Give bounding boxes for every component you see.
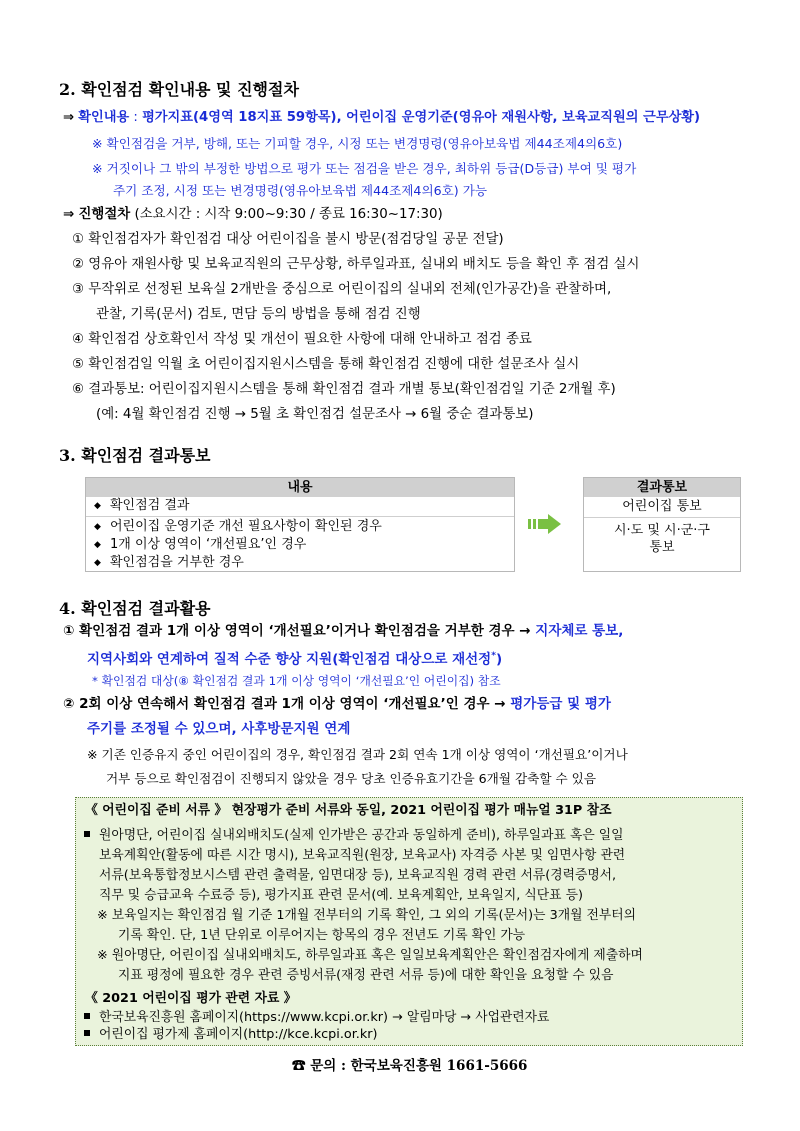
step-3: ③ 무작위로 선정된 보육실 2개반을 중심으로 어린이집의 실내외 전체(인가공간)을 관찰하며, [72, 282, 612, 297]
reference-kce [84, 1025, 378, 1045]
notice-daycare: 어린이집 통보 [622, 499, 702, 514]
procedure-arrow: ⇒ [63, 207, 75, 222]
docs-title-main: 《 어린이집 준비 서류 》 [85, 803, 228, 818]
result-item-text: 1개 이상 영역이 ‘개선필요’인 경우 [110, 537, 307, 552]
result-item-text: 어린이집 운영기준 개선 필요사항이 확인된 경우 [110, 519, 382, 534]
step-5: ⑤ 확인점검일 익월 초 어린이집지원시스템을 통해 확인점검 진행에 대한 설문조사 실시 [72, 357, 580, 372]
result-content-item [86, 518, 514, 536]
use-item-2-line2: 주기를 조정될 수 있으며, 사후방문지원 연계 [87, 721, 351, 737]
step-1: ① 확인점검자가 확인점검 대상 어린이집을 불시 방문(점검당일 공문 전달) [72, 232, 504, 247]
result-content-item [86, 554, 514, 572]
content-note-2a: ※ 거짓이나 그 밖의 부정한 방법으로 평가 또는 점검을 받은 경우, 최하위 등급(D등급) 부여 및 평가 [92, 161, 637, 176]
footnote-mark: * [491, 651, 496, 661]
notice-city-cont: 통보 [649, 540, 675, 555]
docs-para-text: 원아명단, 어린이집 실내외배치도(실제 인가받은 공간과 동일하게 준비), 하루일과표 혹은 일일 [99, 828, 624, 843]
square-bullet-icon [84, 1013, 90, 1019]
content-line [63, 108, 700, 128]
step-4: ④ 확인점검 상호확인서 작성 및 개선이 필요한 사항에 대해 안내하고 점검 종료 [72, 332, 532, 347]
content-note-1: ※ 확인점검을 거부, 방해, 또는 기피할 경우, 시정 또는 변경명령(영유아보육법 제44조제4의6호) [92, 136, 623, 151]
docs-para-line: 서류(보육통합정보시스템 관련 출력물, 임면대장 등), 보육교직원 경력 관련 서류(경력증명서, [99, 868, 617, 883]
result-notice-table [583, 477, 741, 572]
diamond-bullet-icon: ◆ [94, 540, 101, 550]
procedure-label: 진행절차 [78, 207, 131, 222]
use-item-1-highlight: 지자체로 통보, [535, 623, 624, 639]
docs-para-line [84, 826, 623, 846]
use-item-1-highlight-2: 지역사회와 연계하여 질적 수준 향상 지원(확인점검 대상으로 재선정 [87, 651, 492, 668]
content-text: 평가지표(4영역 18지표 59항목), 어린이집 운영기준(영유아 재원사항, 보육교직원의 근무상황) [142, 110, 701, 125]
diamond-bullet-icon: ◆ [94, 558, 101, 568]
docs-note-2b: 지표 평정에 필요한 경우 관련 증빙서류(재정 관련 서류 등)에 대한 확인을 요청할 수 있음 [118, 968, 614, 983]
references-title: 《 2021 어린이집 평가 관련 자료 》 [85, 991, 297, 1006]
use-item-1-text: ① 확인점검 결과 1개 이상 영역이 ‘개선필요’이거나 확인점검을 거부한 경우 → [63, 623, 536, 639]
docs-note-2a: ※ 원아명단, 어린이집 실내외배치도, 하루일과표 혹은 일일보육계획안은 확인점검자에게 제출하며 [97, 948, 643, 963]
use-item-2-text: ② 2회 이상 연속해서 확인점검 결과 1개 이상 영역이 ‘개선필요’인 경우 → [63, 696, 511, 712]
use-item-1-close: ) [495, 651, 503, 668]
section4-heading: 4. 확인점검 결과활용 [59, 599, 211, 618]
procedure-time: (소요시간 : 시작 9:00~9:30 / 종료 16:30~17:30) [130, 207, 443, 222]
square-bullet-icon [84, 831, 90, 837]
docs-para-line: 보육계획안(활동에 따른 시간 명시), 보육교직원(원장, 보육교사) 자격증 사본 및 임면사항 관련 [99, 848, 626, 863]
use-item-1 [63, 621, 623, 641]
content-colon: : [129, 110, 143, 125]
use-item-2-note-b: 거부 등으로 확인점검이 진행되지 않았을 경우 당초 인증유효기간을 6개월 감축할 수 있음 [106, 771, 597, 786]
step-6: ⑥ 결과통보: 어린이집지원시스템을 통해 확인점검 결과 개별 통보(확인점검일 기준 2개월 후) [72, 382, 616, 397]
content-note-2b: 주기 조정, 시정 또는 변경명령(영유아보육법 제44조제4의6호) 가능 [113, 183, 488, 198]
docs-title-sub: 현장평가 준비 서류와 동일, 2021 어린이집 평가 매뉴얼 31P 참조 [227, 803, 612, 818]
green-arrow-icon [528, 514, 562, 534]
result-notice-header: 결과통보 [584, 478, 740, 497]
diamond-bullet-icon: ◆ [94, 522, 101, 532]
content-label: 확인내용 [78, 110, 130, 125]
docs-title [85, 801, 612, 821]
step-2: ② 영유아 재원사항 및 보육교직원의 근무상황, 하루일과표, 실내외 배치도 등을 확인 후 점검 실시 [72, 257, 640, 272]
result-content-table [85, 477, 515, 572]
use-item-1-note: * 확인점검 대상(⑧ 확인점검 결과 1개 이상 영역이 ‘개선필요’인 어린이집) 참조 [92, 674, 501, 688]
result-content-header: 내용 [86, 478, 514, 497]
use-item-2 [63, 694, 611, 714]
reference-kcpi-link[interactable]: 한국보육진흥원 홈페이지(https://www.kcpi.or.kr) → 알림마당 → 사업관련자료 [99, 1010, 550, 1025]
content-arrow: ⇒ [63, 110, 75, 125]
use-item-2-highlight: 평가등급 및 평가 [510, 696, 611, 712]
use-item-1-line2 [87, 646, 502, 670]
use-item-2-note-a: ※ 기존 인증유지 중인 어린이집의 경우, 확인점검 결과 2회 연속 1개 이상 영역이 ‘개선필요’이거나 [87, 747, 628, 762]
result-item-text: 확인점검 결과 [110, 498, 190, 513]
docs-note-1b: 기록 확인. 단, 1년 단위로 이루어지는 항목의 경우 전년도 기록 확인 가능 [118, 928, 526, 943]
section2-heading: 2. 확인점검 확인내용 및 진행절차 [59, 80, 299, 99]
procedure-line [63, 205, 443, 225]
result-item-text: 확인점검을 거부한 경우 [110, 555, 244, 570]
notice-city: 시·도 및 시·군·구 [613, 523, 710, 538]
result-content-item [86, 536, 514, 554]
docs-para-line: 직무 및 승급교육 수료증 등), 평가지표 관련 문서(예. 보육계획안, 보육일지, 식단표 등) [99, 888, 583, 903]
section3-heading: 3. 확인점검 결과통보 [59, 446, 211, 465]
docs-note-1a: ※ 보육일지는 확인점검 월 기준 1개월 전부터의 기록 확인, 그 외의 기록(문서)는 3개월 전부터의 [97, 908, 636, 923]
square-bullet-icon [84, 1030, 90, 1036]
diamond-bullet-icon: ◆ [94, 501, 101, 511]
reference-kce-link[interactable]: 어린이집 평가제 홈페이지(http://kce.kcpi.or.kr) [99, 1027, 378, 1042]
required-documents-box [75, 797, 743, 1046]
result-content-item [86, 498, 514, 514]
step-3-cont: 관찰, 기록(문서) 검토, 면담 등의 방법을 통해 점검 진행 [96, 307, 421, 322]
contact-footer: ☎ 문의 : 한국보육진흥원 1661-5666 [292, 1058, 528, 1074]
step-6-example: (예: 4월 확인점검 진행 → 5월 초 확인점검 설문조사 → 6월 중순 결과통보) [96, 407, 534, 422]
